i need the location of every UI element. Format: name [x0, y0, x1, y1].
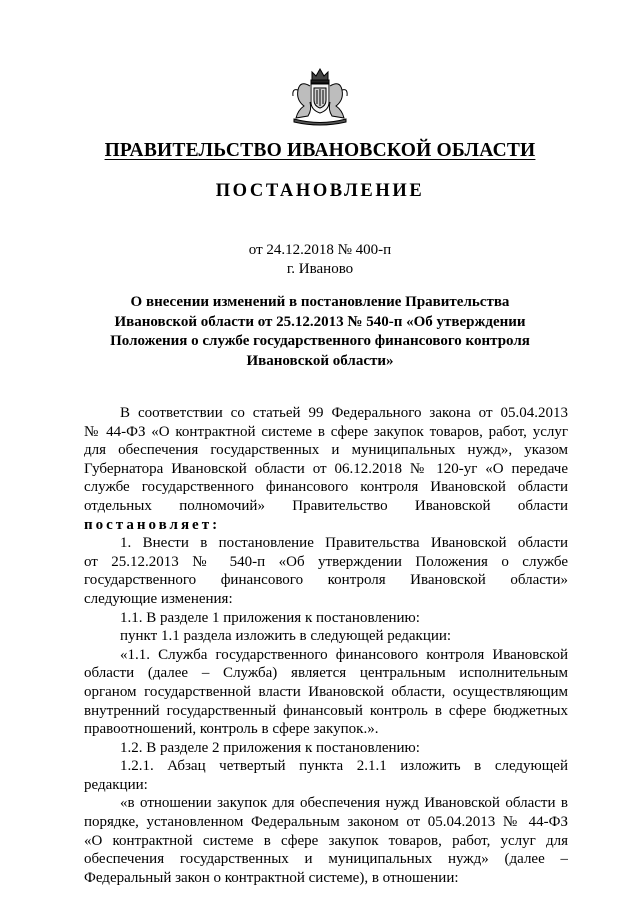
body-line: Федеральный закон о контрактной системе), в отношении: — [84, 869, 459, 886]
body-line: «в отношении закупок для обеспечения нужд Ивановской области в — [120, 795, 568, 812]
body-line: В соответствии со статьей 99 Федерального закона от 05.04.2013 — [120, 405, 568, 421]
body-line: правоотношений, контроль в сфере закупок.». — [84, 721, 379, 738]
body-line: редакции: — [84, 776, 148, 793]
body-line-resolves: постановляет: — [84, 516, 221, 533]
subject-line: Ивановской области от 25.12.2013 № 540-п «Об утверждении — [114, 313, 526, 330]
subject-line: Ивановской области» — [246, 352, 394, 369]
body-line: органом государственной власти Ивановской области, осуществляющим — [84, 683, 568, 700]
body-line: отдельных полномочий» Правительство Ивановской области — [84, 497, 568, 514]
body-line: «1.1. Служба государственного финансового контроля Ивановской — [120, 646, 568, 663]
document-city: г. Иваново — [286, 261, 354, 277]
body-line: 1.2.1. Абзац четвертый пункта 2.1.1 изложить в следующей — [120, 758, 568, 775]
body-line: 1.1. В разделе 1 приложения к постановлению: — [120, 609, 420, 626]
body-line: порядке, установленном Федеральным законом от 05.04.2013 № 44-ФЗ — [84, 814, 568, 831]
body-line: № 44-ФЗ «О контрактной системе в сфере закупок товаров, работ, услуг — [84, 423, 568, 440]
document-body — [84, 404, 568, 887]
body-line: Губернатора Ивановской области от 06.12.2018 № 120-уг «О передаче — [84, 460, 568, 477]
body-line: пункт 1.1 раздела изложить в следующей редакции: — [120, 628, 452, 645]
body-line: области (далее – Служба) является центральным исполнительным — [84, 665, 568, 682]
body-line: службе государственного финансового контроля Ивановской области — [84, 479, 568, 496]
body-line: 1. Внести в постановление Правительства Ивановской области — [120, 535, 568, 552]
body-line: внутренний государственный финансовый контроль в сфере бюджетных — [84, 702, 568, 719]
coat-of-arms-icon — [286, 66, 354, 126]
body-line: государственного финансового контроля Ивановской области» — [84, 572, 568, 589]
document-type-title: ПОСТАНОВЛЕНИЕ — [215, 181, 425, 201]
government-title: ПРАВИТЕЛЬСТВО ИВАНОВСКОЙ ОБЛАСТИ — [104, 140, 536, 161]
body-line: «О контрактной системе в сфере закупок товаров, работ, услуг для — [84, 832, 568, 849]
subject-line: Положения о службе государственного финансового контроля — [110, 333, 530, 349]
subject-line: О внесении изменений в постановление Правительства — [130, 294, 510, 310]
body-line: обеспечения государственных и муниципальных нужд» (далее – — [84, 851, 568, 868]
document-subject — [100, 293, 540, 371]
body-line: следующие изменения: — [84, 590, 233, 607]
body-line: для обеспечения государственных и муниципальных нужд», указом — [84, 442, 568, 459]
body-line: от 25.12.2013 № 540-п «Об утверждении Положения о службе — [84, 553, 568, 570]
document-date-number: от 24.12.2018 № 400-п — [248, 242, 392, 258]
body-line: 1.2. В разделе 2 приложения к постановлению: — [120, 739, 420, 756]
